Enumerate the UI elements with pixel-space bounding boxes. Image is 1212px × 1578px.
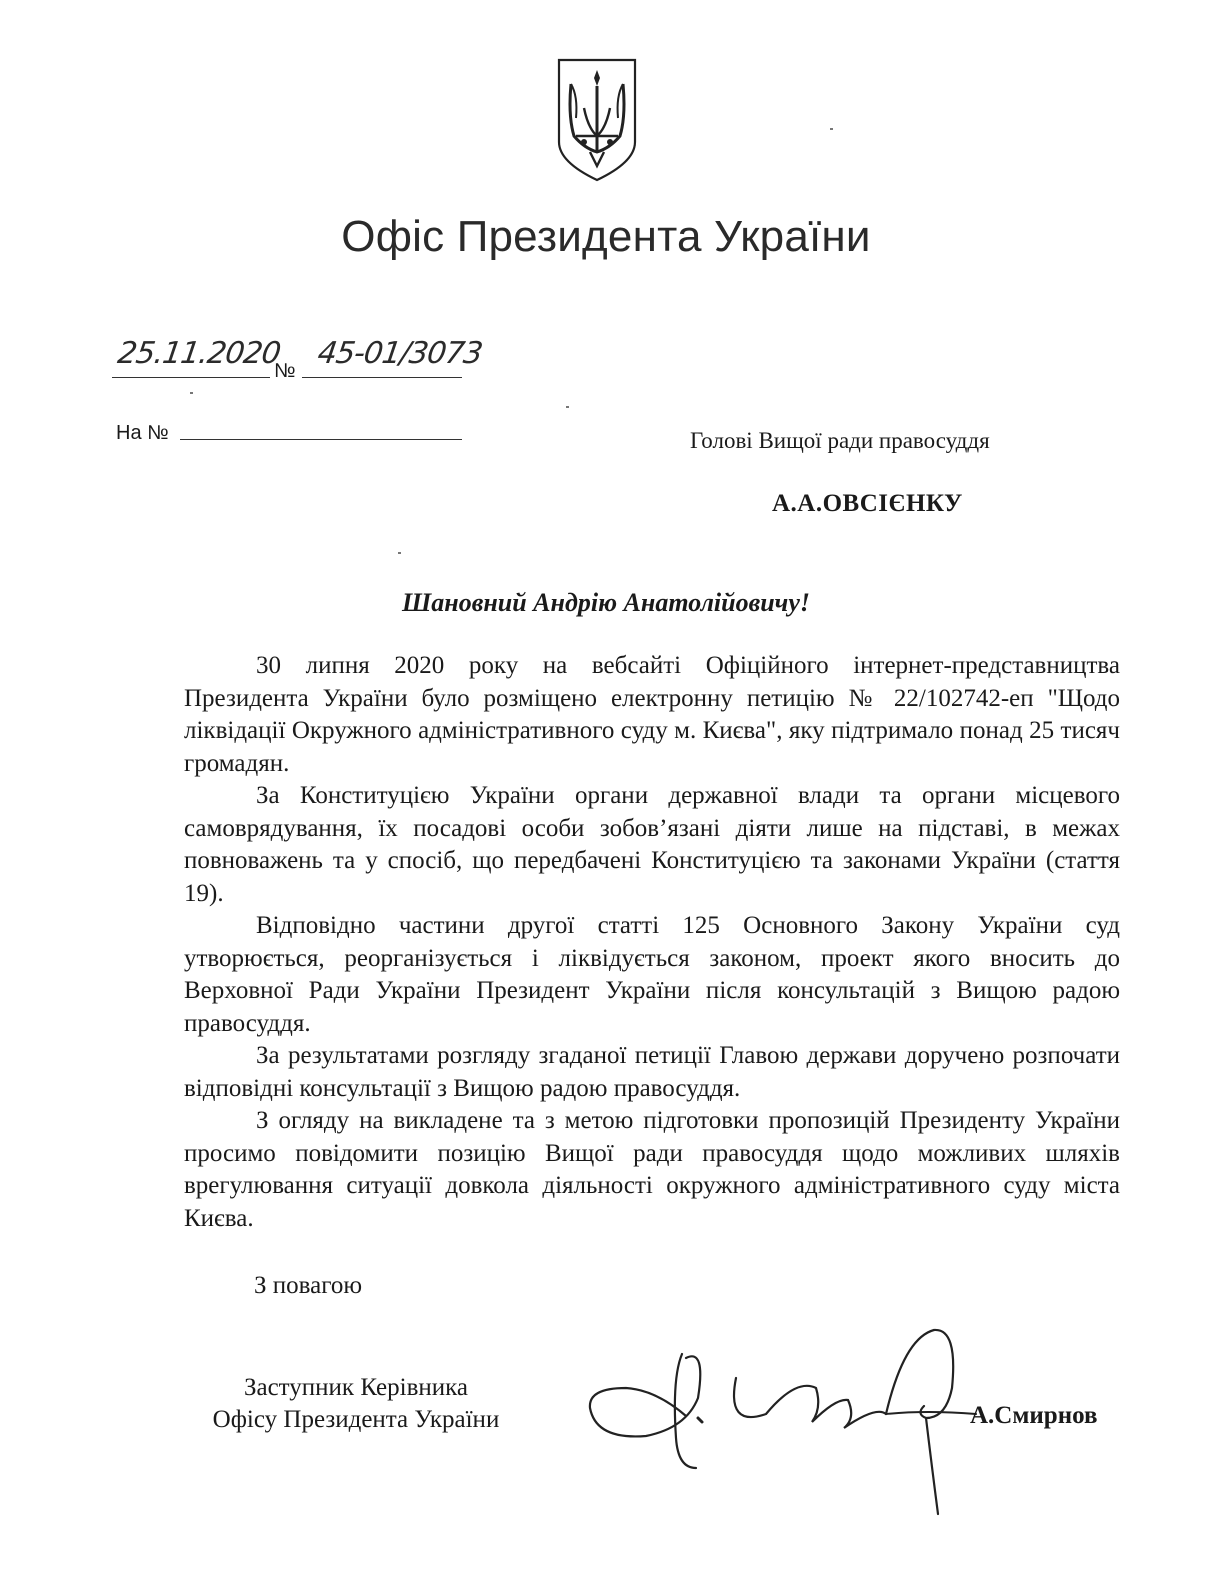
- handwritten-signature: [586, 1318, 1006, 1518]
- signatory-position: [186, 1372, 526, 1436]
- recipient-name: А.А.ОВСІЄНКУ: [772, 490, 963, 517]
- scan-speck: [830, 128, 833, 130]
- registration-number: 45-01/3073: [315, 336, 485, 371]
- paragraph: Відповідно частини другої статті 125 Основного Закону України суд утворюється, реорганізується і ліквідується законом, проект якого вносить до Верховної Ради України Президент України після консультацій з Вищою радою правосуддя.: [184, 912, 1120, 1037]
- office-title: Офіс Президента України: [341, 212, 871, 261]
- trident-emblem-icon: [554, 56, 640, 184]
- date-underline: [112, 377, 270, 378]
- paragraph: За Конституцією України органи державної влади та органи місцевого самоврядування, їх посадові особи зобов’язані діяти лише на підставі, в межах повноважень та у спосіб, що передбачені Конституцією та законами України (стаття 19).: [184, 782, 1120, 907]
- salutation: Шановний Андрію Анатолійовичу!: [402, 588, 810, 617]
- letter-body: [184, 650, 1120, 1235]
- document-date: 25.11.2020: [115, 336, 283, 371]
- signatory-position-line: Офісу Президента України: [212, 1406, 500, 1433]
- paragraph: 30 липня 2020 року на вебсайті Офіційного інтернет-представництва Президента України було розміщено електронну петицію № 22/102742-еп "Щодо ліквідації Окружного адміністративного суду м. Києва", яку підтримало понад 25 тисяч громадян.: [184, 652, 1120, 777]
- number-underline: [302, 377, 462, 378]
- paragraph: З огляду на викладене та з метою підготовки пропозицій Президенту України просимо повідомити позицію Вищої ради правосуддя щодо можливих шляхів врегулювання ситуації довкола діяльності окружного адміністративного суду міста Києва.: [184, 1107, 1120, 1232]
- recipient-position: Голові Вищої ради правосуддя: [690, 428, 990, 453]
- scan-speck: [398, 552, 401, 554]
- scan-speck: [190, 392, 193, 394]
- closing: З повагою: [254, 1272, 363, 1299]
- paragraph: За результатами розгляду згаданої петиції Главою держави доручено розпочати відповідні консультації з Вищою радою правосуддя.: [184, 1042, 1120, 1102]
- number-sign: №: [274, 360, 296, 382]
- reference-label: На №: [116, 422, 169, 444]
- signatory-name: А.Смирнов: [970, 1402, 1098, 1429]
- signatory-position-line: Заступник Керівника: [243, 1374, 469, 1401]
- reference-underline: [180, 439, 462, 440]
- scan-speck: [566, 406, 569, 408]
